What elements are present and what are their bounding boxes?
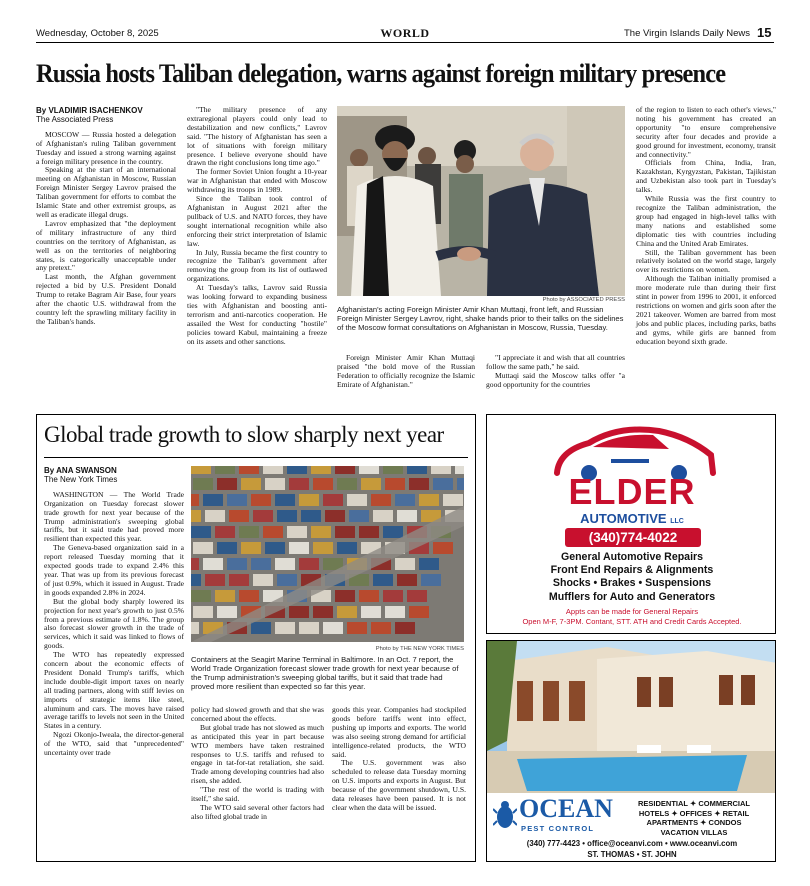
paper-name: The Virgin Islands Daily News — [623, 28, 750, 39]
story1-byline: By VLADIMIR ISACHENKOV — [36, 106, 143, 115]
container-shape — [431, 466, 451, 474]
paragraph: MOSCOW — Russia hosted a delegation of Afghanistan's ruling Taliban government Tuesday and issued a strong warning against a foreign military presence in the country. — [36, 129, 176, 166]
story2-headline: Global trade growth to slow sharply next year — [44, 422, 444, 447]
paragraph: The former Soviet Union fought a 10-year war in Afghanistan that ended with Moscow withdrawing its troops in 1989. — [187, 167, 327, 195]
container-shape — [409, 478, 429, 490]
container-shape — [289, 606, 309, 618]
story1-column-3b — [486, 354, 625, 390]
container-shape — [205, 574, 225, 586]
paragraph: of the region to listen to each other's views," noting his government has created an opportunity "to ensure comprehensive security after four decades and provide a good ground for investment, economy, transit and connectivity." — [636, 105, 776, 159]
service-line: General Automotive Repairs — [560, 551, 704, 563]
story1-agency: The Associated Press — [36, 115, 114, 125]
container-shape — [311, 526, 331, 538]
bug-icon — [493, 799, 517, 831]
page-number: 15 — [757, 25, 772, 40]
container-shape — [215, 466, 235, 474]
container-shape — [193, 478, 213, 490]
paragraph: While Russia was the first country to recognize the Taliban administration, the group had engaged in high-level talks with many nations and established some diplomatic ties with countries including China and the United Arab Emirates. — [636, 194, 776, 248]
elder-sub — [487, 512, 777, 529]
ocean-services-2: HOTELS ✦ OFFICES ✦ RETAIL — [638, 808, 750, 818]
container-shape — [395, 494, 415, 506]
container-shape — [263, 466, 283, 474]
container-shape — [347, 622, 367, 634]
paragraph: The WTO has repeatedly expressed concern about the economic effects of President Donald Trump's tariffs, which include double-digit import taxes on nearly all trading partners, along with stiff levies on imports of strategic items like steel, aluminum and cars. The moves have raised average tariffs to levels not seen in the United States in a century. — [44, 650, 184, 731]
container-shape — [215, 526, 235, 538]
paragraph: At Tuesday's talks, Lavrov said Russia was looking forward to expanding business ties with Afghanistan and boosting anti-terrorism and anti-narcotics cooperation. He assailed the West for conducting "hostile" policies toward Kabul, maintaining a freeze on its assets and other sanctions. — [187, 283, 327, 346]
service-line: Shocks • Brakes • Suspensions — [552, 577, 712, 590]
container-shape — [397, 510, 417, 522]
container-shape — [191, 494, 199, 506]
story1-column-2 — [187, 106, 327, 346]
header-rule — [36, 42, 774, 43]
story2-column-1 — [44, 466, 184, 758]
container-shape — [371, 494, 391, 506]
paragraph: The U.S. government was also scheduled to release data Tuesday morning on U.S. imports and exports in August. But because of the government shutdown, U.S. data releases have been paused. It is not clear when the data will be issued. — [332, 758, 466, 812]
container-shape — [383, 466, 403, 474]
container-shape — [205, 510, 225, 522]
service-line: Mufflers for Auto and Generators — [548, 590, 716, 603]
paragraph: Foreign Minister Amir Khan Muttaqi praised "the bold move of the Russian Federation to officially recognize the Islamic Emirate of Afghanistan." — [337, 353, 475, 389]
container-shape — [239, 466, 259, 474]
paragraph: Muttaqi said the Moscow talks offer "a good opportunity for the countries — [486, 370, 625, 389]
container-shape — [359, 590, 379, 602]
container-shape — [251, 558, 271, 570]
container-shape — [227, 558, 247, 570]
container-shape — [275, 622, 295, 634]
container-shape — [277, 574, 297, 586]
container-shape — [191, 558, 199, 570]
container-shape — [191, 590, 211, 602]
container-shape — [311, 466, 331, 474]
container-shape — [349, 510, 369, 522]
container-shape — [253, 574, 273, 586]
story1-photo-caption: Afghanistan's acting Foreign Minister Amir Khan Muttaqi, front left, and Russian Foreign Minister Sergey Lavrov, right, shake hands prior to their talks on the sidelines of the Moscow format consultations on Afghanistan in Moscow, Russia, Tuesday. — [337, 305, 624, 332]
paragraph: Lavrov emphasized that "the deployment of military infrastructure of any third countries on the territory of Afghanistan, as well as on the territories of neighboring states, is categorically unacceptable under any pretext." — [36, 218, 176, 273]
service-line: Front End Repairs & Alignments — [550, 564, 714, 577]
paragraph: "The military presence of any extraregional players could only lead to destabilization and new conflicts," Lavrov said. "The history of Afghanistan has seen a lot of situations with foreign military presence. I believe everyone should have drawn the right conclusions long time ago." — [187, 105, 327, 168]
container-shape — [263, 526, 283, 538]
container-shape — [313, 606, 333, 618]
container-shape — [299, 494, 319, 506]
container-shape — [275, 558, 295, 570]
ad-elder-automotive[interactable] — [486, 414, 776, 634]
container-shape — [359, 526, 379, 538]
container-shape — [335, 590, 355, 602]
container-shape — [217, 478, 237, 490]
paragraph: policy had slowed growth and that she was concerned about the effects. — [191, 705, 324, 723]
ocean-logo — [493, 794, 613, 841]
story2-byline: By ANA SWANSON — [44, 466, 117, 475]
container-shape — [433, 478, 453, 490]
container-shape — [191, 622, 199, 634]
story2-agency: The New York Times — [44, 475, 118, 485]
container-shape — [229, 574, 249, 586]
container-shape — [323, 622, 343, 634]
container-shape — [373, 510, 393, 522]
elder-note1: Appts can be made for General Repairs — [565, 607, 699, 616]
container-shape — [217, 542, 237, 554]
container-shape — [337, 542, 357, 554]
container-shape — [301, 510, 321, 522]
container-shape — [347, 494, 367, 506]
container-shape — [385, 478, 405, 490]
container-shape — [335, 526, 355, 538]
container-shape — [265, 542, 285, 554]
container-shape — [227, 494, 247, 506]
container-shape — [313, 478, 333, 490]
container-shape — [193, 606, 213, 618]
elder-llc: LLC — [670, 518, 684, 525]
paragraph: But the global body sharply lowered its projection for next year's growth to just 0.5% from a previous estimate of 1.8%. The group also forecast slower growth in the trade of services, which it said was linked to flows of goods. — [44, 596, 184, 651]
container-shape — [407, 466, 427, 474]
folio-date: Wednesday, October 8, 2025 — [36, 28, 159, 39]
container-shape — [191, 510, 201, 522]
paragraph: The WTO said several other factors had also lifted global trade in — [191, 802, 324, 821]
container-shape — [383, 590, 403, 602]
container-shape — [361, 478, 381, 490]
story1-column-4 — [636, 106, 776, 346]
container-shape — [361, 606, 381, 618]
container-shape — [337, 606, 357, 618]
paragraph: Since the Taliban took control of Afghanistan in August 2021 after the pullback of U.S. and NATO forces, they have sought international recognition while also enforcing their strict interpretation of Islamic law. — [187, 194, 327, 248]
ocean-services-4: VACATION VILLAS — [660, 827, 728, 837]
container-shape — [299, 622, 319, 634]
paragraph: But global trade has not slowed as much as anticipated this year in part because WTO members have taken restrained responses to U.S. tariffs and refused to engage in tat-for-tat retaliation, she said. Trade among developing countries had also risen, she added. — [191, 722, 324, 786]
paragraph: Speaking at the start of an international meeting on Afghanistan in Moscow, Russian Foreign Minister Sergey Lavrov praised the Taliban government for efforts to combat the Islamic State and other extremist groups, as well as eradicate illegal drugs. — [36, 165, 176, 219]
container-shape — [253, 510, 273, 522]
elder-note2: Open M-F, 7-3PM. Contant, STT. ATH and Credit Cards Accepted. — [522, 617, 742, 626]
ad-ocean-pest-control[interactable] — [486, 640, 776, 862]
paragraph: In July, Russia became the first country to recognize the Taliban's government after removing the group from its list of outlawed organizations. — [187, 247, 327, 284]
container-shape — [419, 494, 439, 506]
paragraph: Last month, the Afghan government rejected a bid by U.S. President Donald Trump to retake Bagram Air Base, four years after the chaotic U.S. withdrawal from the country left the sprawling military facility in the Taliban's hands. — [36, 272, 176, 326]
section-label: WORLD — [380, 26, 430, 40]
story1-column-1 — [36, 106, 176, 327]
story2-column-3 — [332, 706, 466, 813]
container-shape — [299, 558, 319, 570]
container-shape — [275, 494, 295, 506]
container-shape — [241, 478, 261, 490]
container-shape — [217, 606, 237, 618]
elder-name: ELDER — [568, 471, 696, 512]
story2-column-2 — [191, 706, 324, 822]
container-shape — [409, 606, 429, 618]
container-shape — [229, 510, 249, 522]
paragraph: Officials from China, India, Iran, Kazakhstan, Kyrgyzstan, Pakistan, Tajikistan and Uzbekistan also took part in Tuesday's talks. — [636, 158, 776, 195]
container-shape — [203, 494, 223, 506]
container-shape — [313, 542, 333, 554]
container-shape — [359, 466, 379, 474]
container-shape — [395, 622, 415, 634]
container-shape — [191, 526, 211, 538]
container-shape — [241, 542, 261, 554]
container-shape — [395, 558, 415, 570]
paragraph: WASHINGTON — The World Trade Organization on Tuesday forecast slower trade growth for next year because of the Trump administration's sweeping global tariffs, but it said trade had proved more resilient than expected this year. — [44, 489, 184, 544]
container-shape — [371, 622, 391, 634]
container-shape — [407, 590, 427, 602]
container-shape — [265, 478, 285, 490]
container-shape — [335, 466, 355, 474]
story2-photo-containers — [191, 466, 464, 642]
story1-photo-credit: Photo by ASSOCIATED PRESS — [542, 297, 625, 303]
ocean-contact[interactable]: (340) 777-4423 • office@oceanvi.com • www.oceanvi.com — [526, 839, 738, 848]
container-shape — [383, 526, 403, 538]
container-shape — [337, 478, 357, 490]
ocean-services-1: RESIDENTIAL ✦ COMMERCIAL — [638, 799, 750, 808]
paragraph: "I appreciate it and wish that all countries follow the same path," he said. — [486, 353, 625, 371]
container-shape — [191, 466, 211, 474]
story1-photo-handshake — [337, 106, 625, 296]
container-shape — [455, 466, 464, 474]
container-shape — [419, 558, 439, 570]
story1-headline: Russia hosts Taliban delegation, warns against foreign military presence — [36, 58, 726, 88]
container-shape — [289, 478, 309, 490]
container-shape — [433, 542, 453, 554]
paragraph: Still, the Taliban government has been relatively isolated on the world stage, largely over its restrictions on women. — [636, 247, 776, 275]
ocean-location: ST. THOMAS • ST. JOHN — [587, 850, 677, 859]
elder-automotive: AUTOMOTIVE — [580, 511, 667, 526]
paragraph: Although the Taliban initially promised a more moderate rule than during their first stint in power from 1996 to 2001, it enforced restrictions on women and girls soon after the 2021 takeover. Women are barred from most jobs and public places, including parks, baths and gyms, while girls are banned from education beyond sixth grade. — [636, 274, 776, 346]
container-shape — [191, 574, 201, 586]
paragraph: Ngozi Okonjo-Iweala, the director-general of the WTO, said that "unprecedented" uncertainty over trade — [44, 730, 184, 758]
container-shape — [397, 574, 417, 586]
story2-photo-credit: Photo by THE NEW YORK TIMES — [375, 646, 464, 652]
container-shape — [239, 590, 259, 602]
story2-rule — [44, 457, 468, 458]
paragraph: "The rest of the world is trading with itself," she said. — [191, 785, 324, 804]
container-shape — [215, 590, 235, 602]
container-shape — [251, 622, 271, 634]
container-shape — [239, 526, 259, 538]
container-shape — [457, 478, 464, 490]
ocean-name: OCEAN — [519, 794, 613, 823]
container-shape — [325, 510, 345, 522]
container-shape — [443, 494, 463, 506]
container-shape — [193, 542, 213, 554]
ocean-services — [615, 799, 773, 837]
paragraph: goods this year. Companies had stockpiled goods before tariffs went into effect, pushing up imports and exports. The world was also seeing strong demand for artificial intelligence-related products, the WTO said. — [332, 705, 466, 759]
story1-column-3a — [337, 354, 475, 390]
container-shape — [287, 526, 307, 538]
container-shape — [287, 466, 307, 474]
elder-phone[interactable]: (340)774-4022 — [565, 528, 701, 547]
ocean-services-3: APARTMENTS ✦ CONDOS — [646, 818, 742, 828]
container-shape — [289, 542, 309, 554]
elder-services — [487, 551, 777, 604]
container-shape — [251, 494, 271, 506]
container-shape — [203, 558, 223, 570]
villa-photo — [487, 641, 776, 793]
ocean-sub: PEST CONTROL — [521, 824, 595, 833]
container-shape — [421, 574, 441, 586]
container-shape — [277, 510, 297, 522]
container-shape — [373, 574, 393, 586]
paragraph: The Geneva-based organization said in a report released Tuesday morning that it expected goods trade to expand 2.4% this year. That was up from its previous forecast of just 0.9%, which it issued in August. Trade in goods expanded 2.8% in 2024. — [44, 543, 184, 597]
story2-photo-caption: Containers at the Seagirt Marine Terminal in Baltimore. In an Oct. 7 report, the World Trade Organization forecast slower trade growth for next year because of the Trump administration's sweeping global tariffs, but it said that trade had proved more resilient than expected so far this year. — [191, 655, 459, 691]
container-shape — [385, 606, 405, 618]
container-shape — [323, 494, 343, 506]
